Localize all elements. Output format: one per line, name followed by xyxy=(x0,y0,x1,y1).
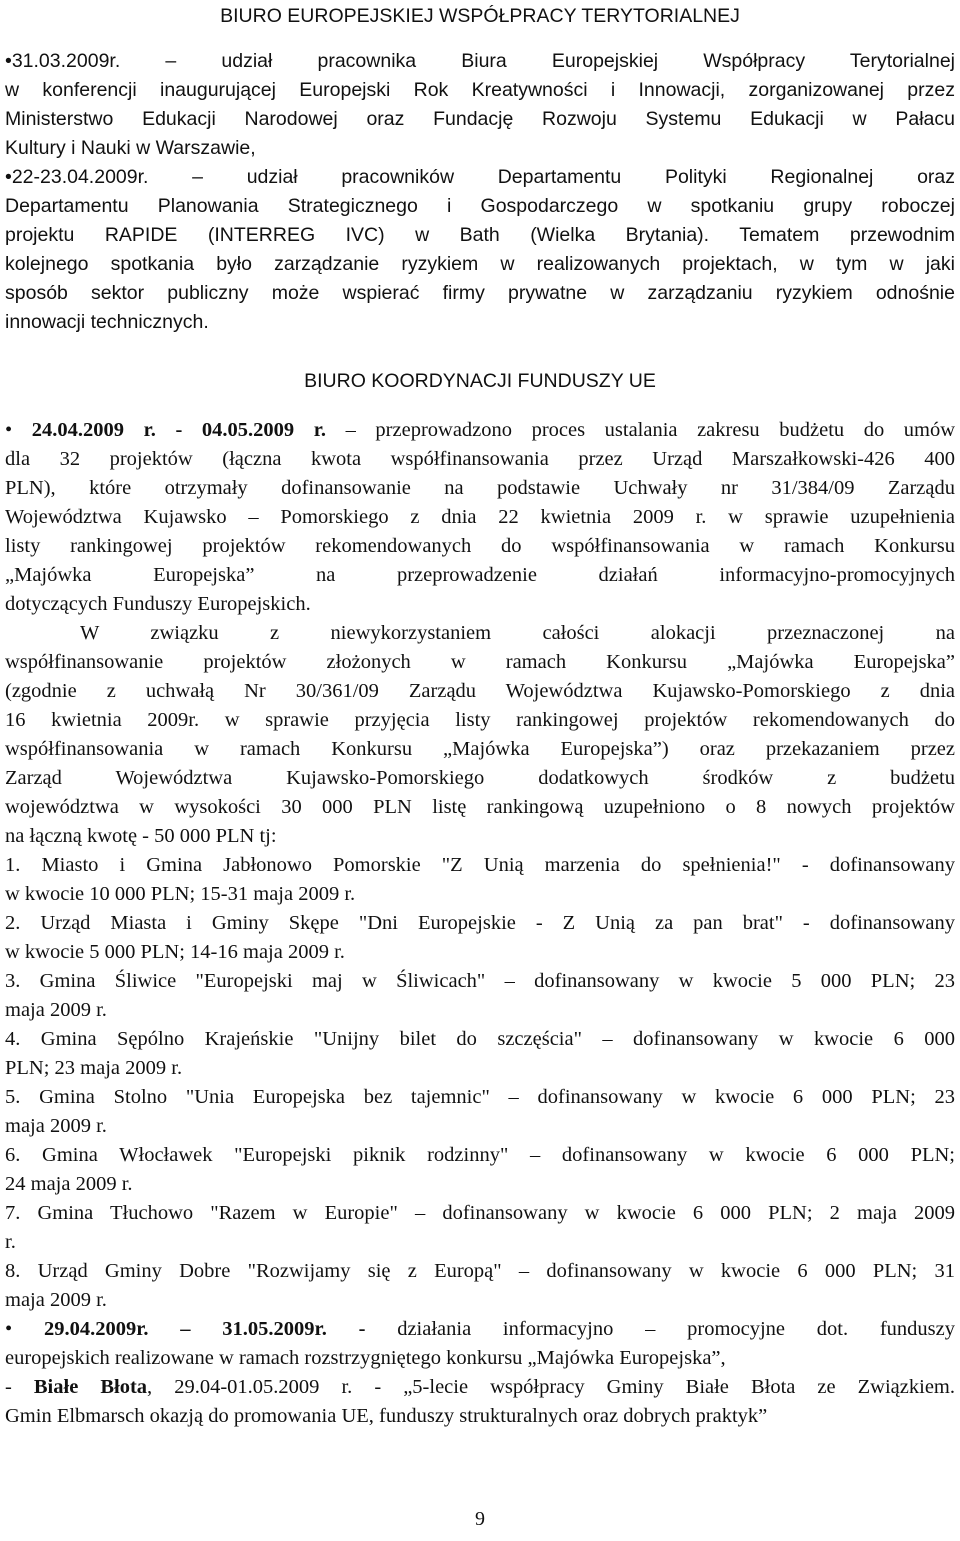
entry-line: dla 32 projektów (łączna kwota współfinansowania przez Urząd Marszałkowski-426 400 xyxy=(5,448,955,470)
paragraph-line: współfinansowania w ramach Konkursu „Majówka Europejska”) oraz przekazaniem przez xyxy=(5,738,955,760)
list-item: 1. Miasto i Gmina Jabłonowo Pomorskie "Z Unią marzenia do spełnienia!" - dofinansowany xyxy=(5,854,955,876)
entry-line: • 29.04.2009r. – 31.05.2009r. - działania informacyjno – promocyjne dot. funduszy xyxy=(5,1318,956,1340)
entry-line: - Białe Błota, 29.04-01.05.2009 r. - „5-lecie współpracy Gminy Białe Błota ze Związkiem. xyxy=(5,1376,955,1398)
paragraph-line: współfinansowanie projektów złożonych w ramach Konkursu „Majówka Europejska” xyxy=(5,651,955,673)
entry-line: projektu RAPIDE (INTERREG IVC) w Bath (Wielka Brytania). Tematem przewodnim xyxy=(5,224,955,246)
page-number: 9 xyxy=(475,1508,485,1530)
entry-line: •31.03.2009r. – udział pracownika Biura Europejskiej Współpracy Terytorialnej xyxy=(5,50,956,72)
list-item-continuation: 24 maja 2009 r. xyxy=(5,1173,133,1195)
entry-line: Ministerstwo Edukacji Narodowej oraz Fundację Rozwoju Systemu Edukacji w Pałacu xyxy=(5,108,955,130)
section-heading-koordynacji: BIURO KOORDYNACJI FUNDUSZY UE xyxy=(304,370,656,392)
list-item: 7. Gmina Tłuchowo "Razem w Europie" – dofinansowany w kwocie 6 000 PLN; 2 maja 2009 xyxy=(5,1202,955,1224)
entry-line: listy rankingowej projektów rekomendowanych do współfinansowania w ramach Konkursu xyxy=(5,535,955,557)
entry-line: sposób sektor publiczny może wspierać firmy prywatne w zarządzaniu ryzykiem odnośnie xyxy=(5,282,955,304)
list-item-continuation: PLN; 23 maja 2009 r. xyxy=(5,1057,183,1079)
bullet: • xyxy=(5,166,12,188)
paragraph-line: województwa w wysokości 30 000 PLN listę rankingową uzupełniono o 8 nowych projektów xyxy=(5,796,955,818)
entry-line: •22-23.04.2009r. – udział pracowników Departamentu Polityki Regionalnej oraz xyxy=(5,166,955,188)
list-item: 3. Gmina Śliwice "Europejski maj w Śliwicach" – dofinansowany w kwocie 5 000 PLN; 23 xyxy=(5,970,955,992)
paragraph-line: na łączną kwotę - 50 000 PLN tj: xyxy=(5,825,277,847)
paragraph-line: (zgodnie z uchwałą Nr 30/361/09 Zarządu Województwa Kujawsko-Pomorskiego z dnia xyxy=(5,680,955,702)
entry-line: kolejnego spotkania było zarządzanie ryzykiem w realizowanych projektach, w tym w jaki xyxy=(5,253,955,275)
entry-date: 31.03.2009r. xyxy=(11,50,121,72)
list-item: 4. Gmina Sępólno Krajeńskie "Unijny bilet do szczęścia" – dofinansowany w kwocie 6 000 xyxy=(5,1028,955,1050)
entry-line: • 24.04.2009 r. - 04.05.2009 r. – przeprowadzono proces ustalania zakresu budżetu do umów xyxy=(5,419,956,441)
dash: – xyxy=(192,166,203,188)
list-item: 2. Urząd Miasta i Gminy Skępe "Dni Europejskie - Z Unią za pan brat" - dofinansowany xyxy=(5,912,955,934)
paragraph-line: 16 kwietnia 2009r. w sprawie przyjęcia listy rankingowej projektów rekomendowanych do xyxy=(5,709,955,731)
place-name: Białe Błota xyxy=(33,1376,148,1398)
entry-line: innowacji technicznych. xyxy=(5,311,209,333)
list-item-continuation: maja 2009 r. xyxy=(5,1115,107,1137)
paragraph-line: W związku z niewykorzystaniem całości alokacji przeznaczonej na xyxy=(80,622,955,644)
entry-line: europejskich realizowane w ramach rozstrzygniętego konkursu „Majówka Europejska”, xyxy=(5,1347,726,1369)
dash: – xyxy=(165,50,177,72)
list-item-continuation: w kwocie 10 000 PLN; 15-31 maja 2009 r. xyxy=(5,883,356,905)
list-item-continuation: maja 2009 r. xyxy=(5,1289,107,1311)
bullet: • xyxy=(5,1318,13,1340)
entry-line: Gmin Elbmarsch okazją do promowania UE, funduszy strukturalnych oraz dobrych praktyk” xyxy=(5,1405,768,1427)
entry-line: Województwa Kujawsko – Pomorskiego z dnia 22 kwietnia 2009 r. w sprawie uzupełnienia xyxy=(5,506,955,528)
entry-line: PLN), które otrzymały dofinansowanie na podstawie Uchwały nr 31/384/09 Zarządu xyxy=(5,477,955,499)
entry-line: „Majówka Europejska” na przeprowadzenie działań informacyjno-promocyjnych xyxy=(5,564,955,586)
list-item-continuation: maja 2009 r. xyxy=(5,999,107,1021)
list-item: 5. Gmina Stolno "Unia Europejska bez tajemnic" – dofinansowany w kwocie 6 000 PLN; 23 xyxy=(5,1086,955,1108)
entry-line: Departamentu Planowania Strategicznego i Gospodarczego w spotkaniu grupy roboczej xyxy=(5,195,955,217)
paragraph-line: Zarząd Województwa Kujawsko-Pomorskiego dodatkowych środków z budżetu xyxy=(5,767,955,789)
bullet: • xyxy=(5,419,13,441)
entry-date: 29.04.2009r. – 31.05.2009r. - xyxy=(43,1318,366,1340)
list-item-continuation: w kwocie 5 000 PLN; 14-16 maja 2009 r. xyxy=(5,941,345,963)
section-heading-europejskiej: BIURO EUROPEJSKIEJ WSPÓŁPRACY TERYTORIALNEJ xyxy=(220,5,740,27)
entry-date: 24.04.2009 r. - 04.05.2009 r. xyxy=(31,419,327,441)
entry-line: w konferencji inaugurującej Europejski Rok Kreatywności i Innowacji, zorganizowanej przez xyxy=(5,79,955,101)
list-item: 6. Gmina Włocławek "Europejski piknik rodzinny" – dofinansowany w kwocie 6 000 PLN; xyxy=(5,1144,955,1166)
entry-date: 22-23.04.2009r. xyxy=(11,166,149,188)
entry-line: Kultury i Nauki w Warszawie, xyxy=(5,137,256,159)
entry-line: dotyczących Funduszy Europejskich. xyxy=(5,593,311,615)
list-item-continuation: r. xyxy=(5,1231,16,1253)
list-item: 8. Urząd Gminy Dobre "Rozwijamy się z Europą" – dofinansowany w kwocie 6 000 PLN; 31 xyxy=(5,1260,955,1282)
bullet: • xyxy=(5,50,12,72)
